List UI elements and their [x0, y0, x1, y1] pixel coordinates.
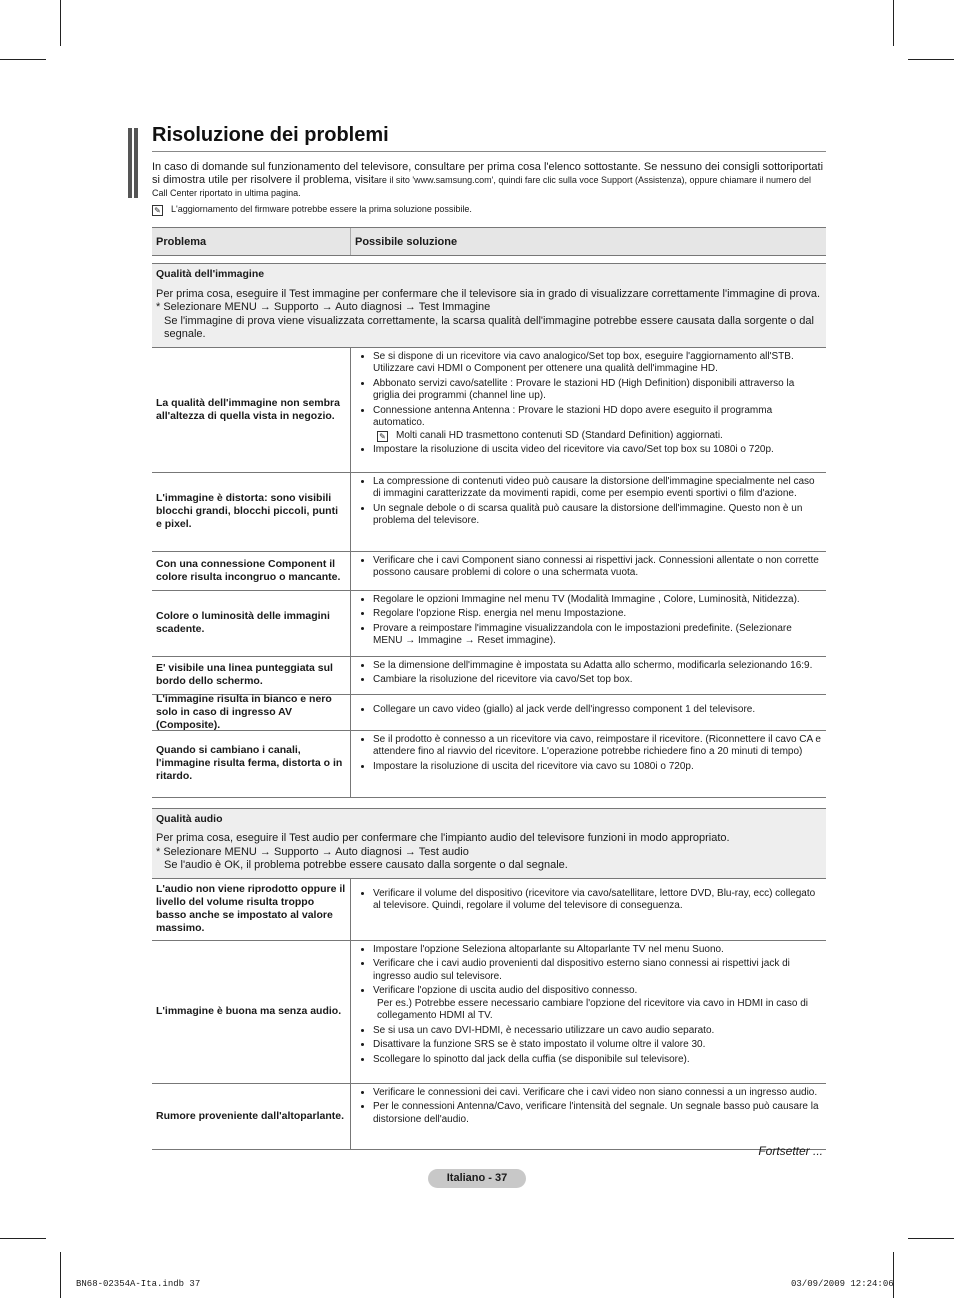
problem-cell: E' visibile una linea punteggiata sul bordo dello schermo.	[152, 657, 351, 694]
solution-item: • La compressione di contenuti video può causare la distorsione dell'immagine specialmente nel caso di immagini caratterizzate da movimenti rapidi, come per esempio eventi sportivi o film d'azione.	[373, 476, 822, 501]
solution-item: • Collegare un cavo video (giallo) al jack verde dell'ingresso component 1 del televisore.	[373, 704, 755, 717]
column-header-problem: Problema	[152, 228, 351, 255]
solution-item: • Disattivare la funzione SRS se è stato impostato il volume oltre il valore 30.	[373, 1039, 822, 1052]
crop-mark	[893, 1252, 894, 1298]
page-title: Risoluzione dei problemi	[152, 124, 389, 146]
crop-mark	[908, 59, 954, 60]
note-icon: ✎	[152, 205, 163, 216]
solution-item: • Verificare che i cavi audio provenienti dal dispositivo esterno siano connessi ai rispettivi jack di ingresso audio sul televisore.	[373, 958, 822, 983]
solution-item: • Se la dimensione dell'immagine è impostata su Adatta allo schermo, modificarla selezionando 16:9.	[373, 660, 822, 673]
solution-item	[373, 985, 822, 1023]
print-file-info: BN68-02354A-Ita.indb 37	[76, 1279, 201, 1289]
table-spacer	[152, 797, 826, 808]
solution-item: • Se si dispone di un ricevitore via cavo analogico/Set top box, eseguire l'aggiornamento all'STB. Utilizzare cavi HDMI o Component per ottenere una qualità dell'immagine HD.	[373, 351, 822, 376]
table-row	[152, 878, 826, 940]
solution-item: • Impostare la risoluzione di uscita video del ricevitore via cavo/Set top box su 1080i o 720p.	[373, 444, 822, 457]
title-divider	[152, 151, 826, 152]
title-bar-decoration	[134, 128, 138, 198]
section-followup: Se l'immagine di prova viene visualizzata correttamente, la scarsa qualità dell'immagine potrebbe essere causata dalla sorgente o dal segnale.	[164, 314, 814, 340]
solution-item: • Verificare il volume del dispositivo (ricevitore via cavo/satellitare, lettore DVD, Blu-ray, ecc) collegato al televisore. Quindi, regolare il volume del televisore di conseguenza.	[373, 888, 822, 913]
problem-cell: L'immagine risulta in bianco e nero solo in caso di ingresso AV (Composite).	[152, 695, 351, 730]
troubleshooting-table	[152, 227, 826, 1150]
problem-cell: Quando si cambiano i canali, l'immagine risulta ferma, distorta o in ritardo.	[152, 731, 351, 797]
note-icon: ✎	[377, 431, 388, 442]
section-heading: Qualità dell'immagine	[156, 268, 265, 280]
solution-cell	[351, 473, 826, 551]
solution-item: • Se si usa un cavo DVI-HDMI, è necessario utilizzare un cavo audio separato.	[373, 1025, 822, 1038]
page-number-badge: Italiano - 37	[428, 1169, 526, 1188]
crop-mark	[60, 1252, 61, 1298]
table-spacer	[152, 256, 826, 263]
table-row	[152, 1083, 826, 1149]
crop-mark	[0, 59, 46, 60]
table-row	[152, 590, 826, 656]
section-intro: Per prima cosa, eseguire il Test audio per confermare che l'impianto audio del televisore funzioni in modo appropriato.	[156, 832, 730, 844]
solution-item: • Impostare l'opzione Seleziona altoparlante su Altoparlante TV nel menu Suono.	[373, 944, 822, 957]
solution-item: • Impostare la risoluzione di uscita del ricevitore via cavo su 1080i o 720p.	[373, 761, 822, 774]
problem-cell: Colore o luminosità delle immagini scadente.	[152, 591, 351, 656]
table-row	[152, 551, 826, 590]
solution-item: • Se il prodotto è connesso a un ricevitore via cavo, reimpostare il ricevitore. (Riconnettere il cavo CA e attendere fino al riavvio del ricevitore. L'operazione potrebbe richiedere fino a 20 minuti di tempo)	[373, 734, 822, 759]
section-picture-quality	[152, 263, 826, 347]
table-row	[152, 472, 826, 551]
solution-item: • Cambiare la risoluzione del ricevitore via cavo/Set top box.	[373, 674, 822, 687]
crop-mark	[893, 0, 894, 46]
problem-cell: L'immagine è distorta: sono visibili blocchi grandi, blocchi piccoli, punti e pixel.	[152, 473, 351, 551]
table-row	[152, 940, 826, 1083]
table-row	[152, 656, 826, 694]
solution-cell	[351, 695, 826, 730]
column-header-solution: Possibile soluzione	[355, 236, 458, 248]
solution-item: • Scollegare lo spinotto dal jack della cuffia (se disponibile sul televisore).	[373, 1054, 822, 1067]
solution-item: • Verificare le connessioni dei cavi. Verificare che i cavi video non siano connessi a un ingresso audio.	[373, 1087, 822, 1100]
section-followup: Se l'audio è OK, il problema potrebbe essere causato dalla sorgente o dal segnale.	[164, 859, 568, 871]
example-note: Per es.) Potrebbe essere necessario cambiare l'opzione del ricevitore via cavo in HDMI in caso di collegamento HDMI al TV.	[377, 997, 808, 1021]
solution-cell	[351, 657, 826, 694]
problem-cell: Rumore proveniente dall'altoparlante.	[152, 1084, 351, 1149]
solution-cell	[351, 1084, 826, 1149]
solution-item: • Abbonato servizi cavo/satellite : Provare le stazioni HD (High Definition) disponibili attraverso la griglia dei programmi (channel line up).	[373, 378, 822, 403]
section-audio-quality	[152, 808, 826, 878]
continued-label: Fortsetter ...	[758, 1144, 823, 1158]
crop-mark	[0, 1238, 46, 1239]
solution-text: Connessione antenna Antenna : Provare le stazioni HD dopo avere eseguito il programma automatico.	[373, 404, 773, 428]
problem-cell: La qualità dell'immagine non sembra all'altezza di quella vista in negozio.	[152, 348, 351, 472]
table-header	[152, 227, 826, 256]
solution-cell	[351, 731, 826, 797]
hd-subnote	[373, 430, 822, 443]
solution-item: • Verificare che i cavi Component siano connessi ai rispettivi jack. Connessioni allentate o non corrette possono causare problemi di colore o una schermata vuota.	[373, 555, 822, 580]
solution-cell	[351, 552, 826, 590]
section-menu-path: * Selezionare MENU → Supporto → Auto diagnosi → Test Immagine	[156, 301, 491, 313]
intro-small-text: are il sito 'www.samsung.com', quindi fare clic sulla voce Support (Assistenza), oppure chiamare il numero del Call Center riportato in ultima pagina.	[152, 175, 812, 198]
title-bar-decoration	[128, 128, 132, 198]
table-row	[152, 347, 826, 472]
table-row	[152, 694, 826, 730]
table-row	[152, 730, 826, 797]
crop-mark	[60, 0, 61, 46]
solution-item	[373, 405, 822, 443]
subnote-text: Molti canali HD trasmettono contenuti SD (Standard Definition) aggiornati.	[396, 429, 723, 441]
problem-cell: L'audio non viene riprodotto oppure il livello del volume risulta troppo basso anche se impostato al valore massimo.	[152, 879, 351, 940]
problem-cell: L'immagine è buona ma senza audio.	[152, 941, 351, 1083]
table-bottom-border	[152, 1149, 826, 1150]
solution-cell	[351, 879, 826, 940]
solution-item: • Regolare l'opzione Risp. energia nel menu Impostazione.	[373, 608, 822, 621]
solution-item: • Regolare le opzioni Immagine nel menu TV (Modalità Immagine , Colore, Luminosità, Nitidezza).	[373, 594, 822, 607]
print-date-info: 03/09/2009 12:24:06	[791, 1279, 894, 1289]
solution-cell	[351, 348, 826, 472]
solution-cell	[351, 941, 826, 1083]
solution-text: Verificare l'opzione di uscita audio del dispositivo connesso.	[373, 985, 638, 996]
section-intro: Per prima cosa, eseguire il Test immagine per confermare che il televisore sia in grado di visualizzare correttamente l'immagine di prova.	[156, 287, 821, 300]
intro-paragraph	[152, 161, 826, 200]
note-text: L'aggiornamento del firmware potrebbe essere la prima soluzione possibile.	[171, 204, 472, 214]
firmware-note	[152, 203, 826, 216]
solution-item: • Un segnale debole o di scarsa qualità può causare la distorsione dell'immagine. Questo non è un problema del televisore.	[373, 503, 822, 528]
section-menu-path: * Selezionare MENU → Supporto → Auto diagnosi → Test audio	[156, 845, 469, 858]
solution-item: • Provare a reimpostare l'immagine visualizzandola con le impostazioni predefinite. (Selezionare MENU → Immagine → Reset immagine).	[373, 623, 822, 648]
section-heading: Qualità audio	[156, 812, 223, 825]
solution-item: • Per le connessioni Antenna/Cavo, verificare l'intensità del segnale. Un segnale basso può causare la distorsione dell'audio.	[373, 1101, 822, 1126]
crop-mark	[908, 1238, 954, 1239]
intro-text: In caso di domande sul funzionamento del televisore, consultare per prima cosa l'elenco sottostante. Se nessuno dei consigli sottoriportati si dimostra utile per risolvere il problema, visit	[152, 161, 824, 186]
solution-cell	[351, 591, 826, 656]
problem-cell: Con una connessione Component il colore risulta incongruo o mancante.	[152, 552, 351, 590]
